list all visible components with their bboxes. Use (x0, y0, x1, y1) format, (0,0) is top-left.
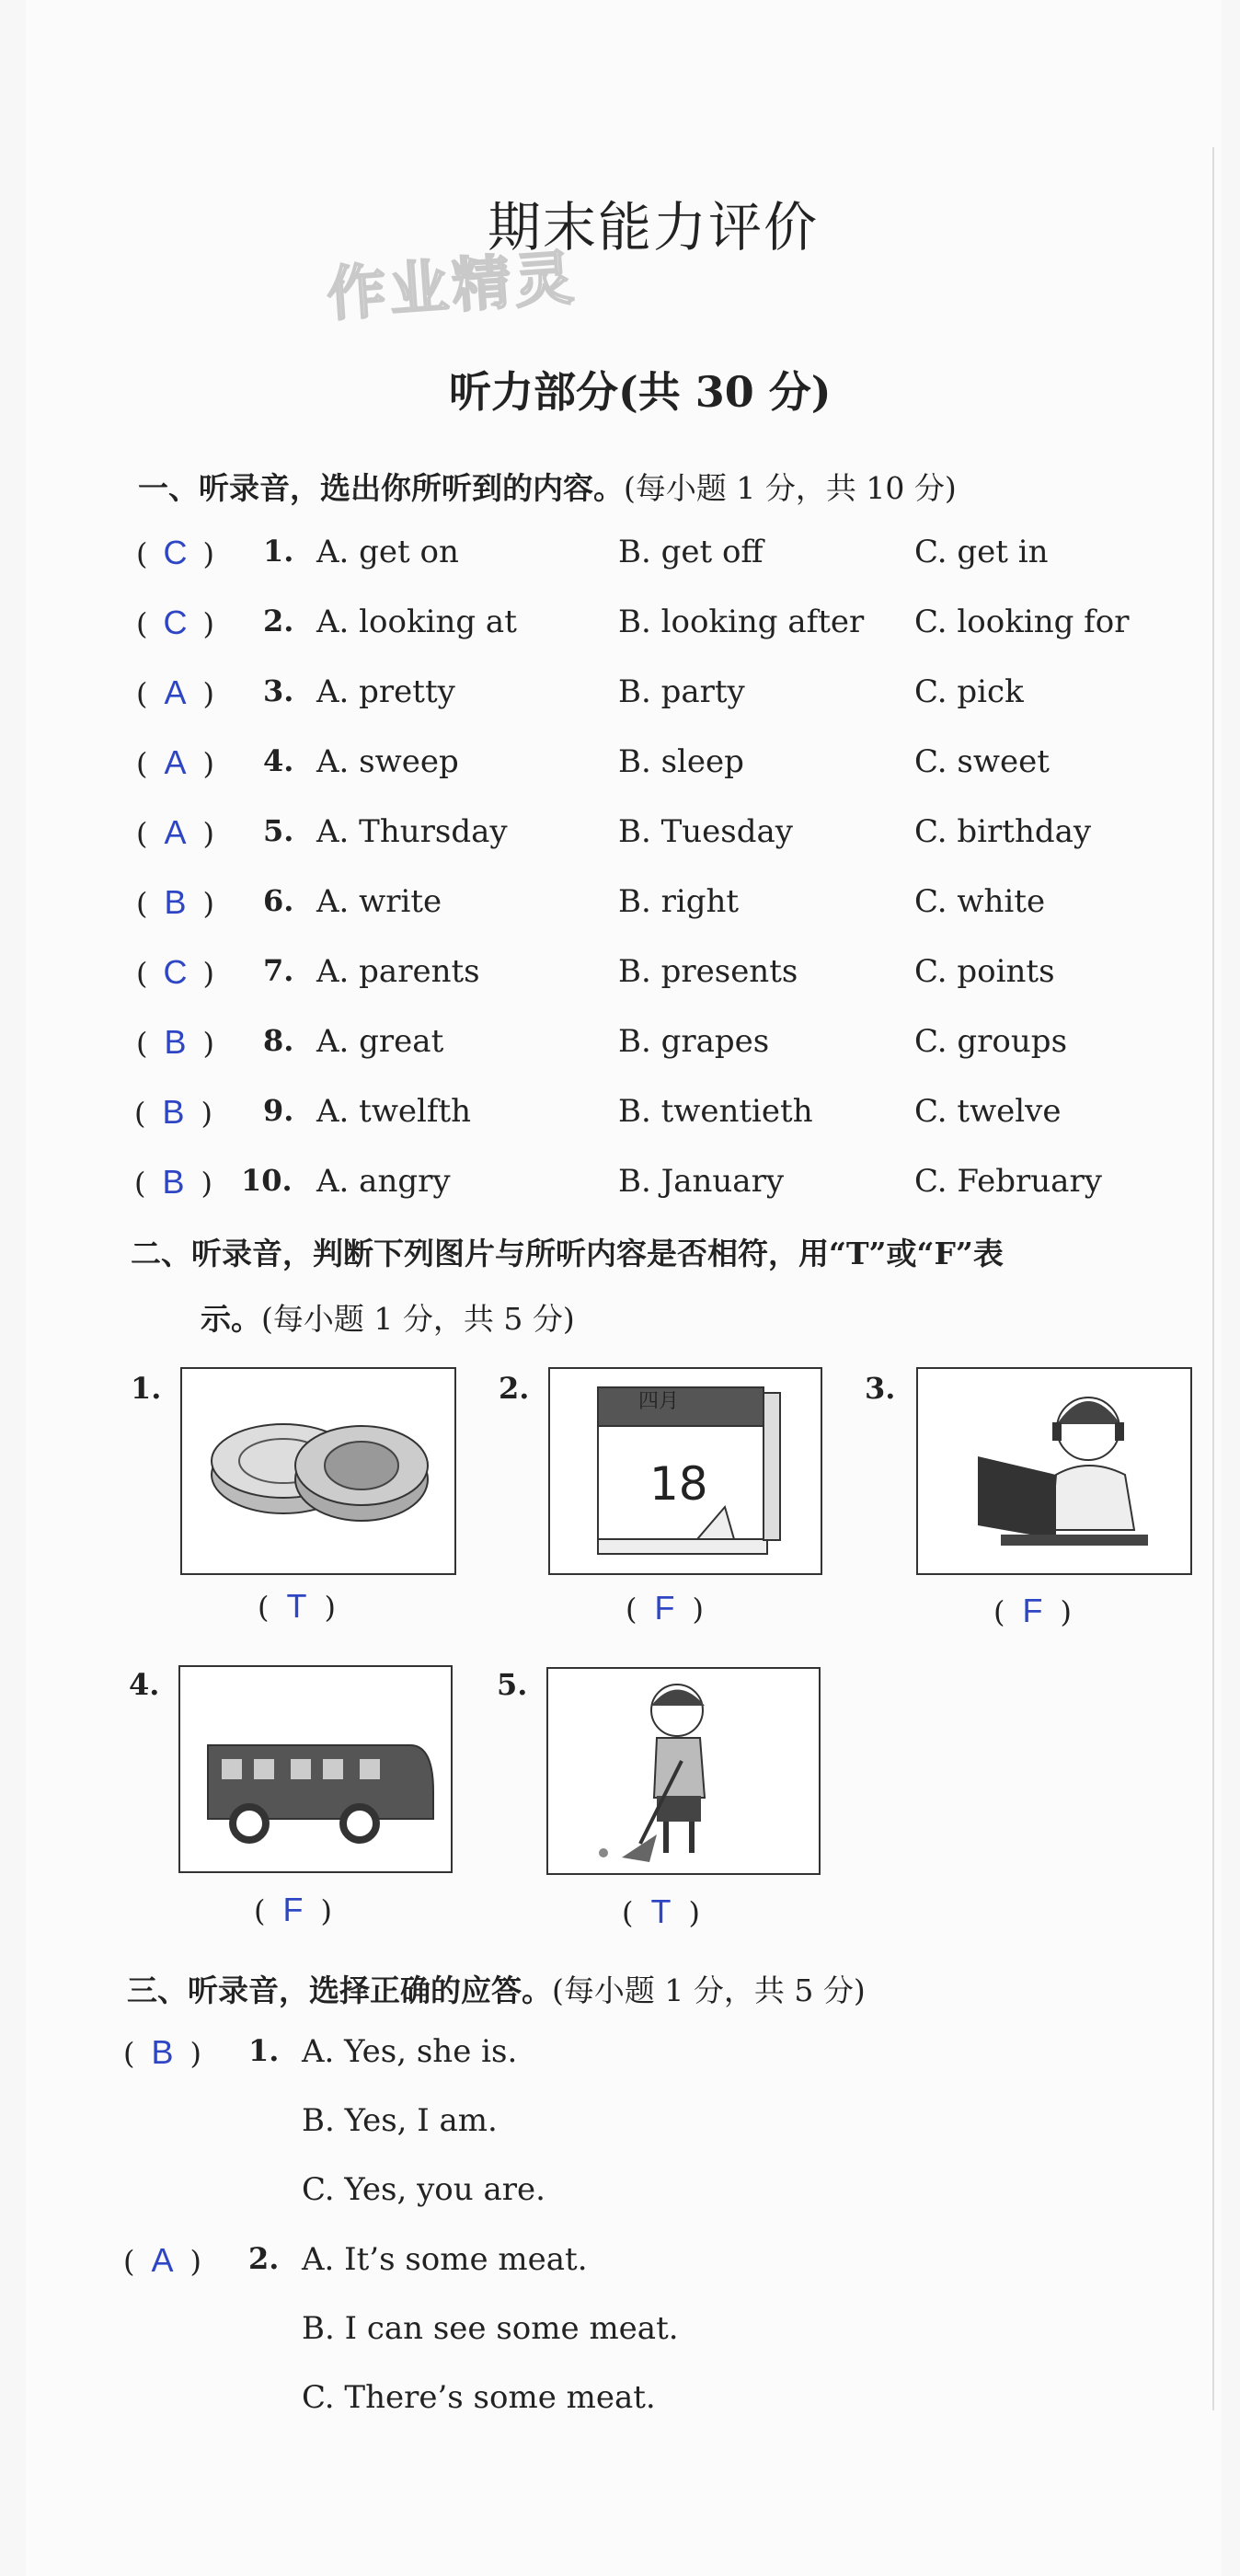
option-b: B. January (618, 1163, 785, 1200)
question-number: 1. (263, 534, 294, 569)
option-b: B. sleep (618, 743, 744, 780)
option-b: B. twentieth (618, 1093, 813, 1130)
option-a: A. write (316, 883, 442, 920)
answer-mark: C (163, 953, 188, 991)
option-b: B. looking after (618, 604, 865, 640)
picture-number: 2. (499, 1371, 530, 1406)
option-a: A. Thursday (316, 813, 508, 850)
answer-mark: F (1022, 1592, 1043, 1629)
answer-blank: ( T ) (258, 1587, 336, 1625)
boy-sweeping-picture (546, 1667, 821, 1875)
question-number: 2. (263, 604, 294, 638)
answer-mark: B (164, 883, 187, 921)
calendar-month: 四月 (638, 1390, 680, 1413)
answer-blank: ( C ) (136, 534, 214, 571)
question-number: 7. (263, 953, 294, 988)
answer-blank: ( B ) (134, 1163, 212, 1201)
answer-blank: ( F ) (993, 1592, 1072, 1629)
question-number: 1. (248, 2033, 280, 2068)
question-number: 3. (263, 673, 294, 708)
bus-picture (178, 1665, 453, 1873)
option-a: A. pretty (316, 673, 455, 710)
option-a: A. great (316, 1023, 444, 1060)
option-a: A. angry (316, 1163, 451, 1200)
picture-number: 1. (131, 1371, 162, 1406)
answer-mark: A (164, 743, 187, 781)
answer-mark: B (162, 1163, 185, 1201)
answer-mark: A (164, 813, 187, 851)
question-number: 10. (241, 1163, 293, 1198)
answer-mark: C (163, 534, 188, 571)
answer-blank: ( A ) (136, 743, 214, 781)
option-b: B. right (618, 883, 740, 920)
answer-mark: T (650, 1892, 672, 1930)
answer-mark: F (282, 1891, 304, 1928)
mooncakes-picture (180, 1367, 456, 1575)
bus-icon (180, 1667, 451, 1871)
question-number: 4. (263, 743, 294, 778)
option-a: A. looking at (316, 604, 517, 640)
picture-number: 3. (865, 1371, 896, 1406)
option-b: B. party (618, 673, 745, 710)
answer-mark: B (164, 1023, 187, 1061)
option-c: C. twelve (914, 1093, 1062, 1130)
answer-blank: ( B ) (123, 2033, 201, 2071)
question-number: 6. (263, 883, 294, 918)
option-c: C. get in (914, 534, 1049, 570)
answer-blank: ( A ) (123, 2241, 201, 2279)
question-number: 5. (263, 813, 294, 848)
section3-heading (127, 1967, 866, 2010)
calendar-picture (548, 1367, 822, 1575)
question-number: 9. (263, 1093, 294, 1128)
option-c: C. February (914, 1163, 1102, 1200)
page-title: 期末能力评价 (488, 196, 820, 259)
answer-mark: C (163, 604, 188, 641)
answer-blank: ( A ) (136, 813, 214, 851)
section2-note: (每小题 1 分，共 5 分) (261, 1301, 575, 1337)
section1-heading (138, 465, 957, 508)
answer-blank: ( F ) (254, 1891, 332, 1928)
option-b: B. get off (618, 534, 764, 570)
option-a: A. It’s some meat. (302, 2241, 588, 2278)
option-c: C. white (914, 883, 1046, 920)
question-number: 2. (248, 2241, 280, 2276)
option-c: C. Yes, you are. (302, 2171, 545, 2208)
option-b: B. Yes, I am. (302, 2102, 498, 2139)
section-title: 听力部分(共 30 分) (449, 367, 832, 417)
picture-number: 4. (129, 1667, 160, 1702)
watermark: 作业精灵 (325, 244, 580, 330)
section3-heading-text: 三、听录音，选择正确的应答。 (127, 1972, 552, 2008)
section1-note: (每小题 1 分，共 10 分) (624, 470, 957, 506)
page-edge-line (1212, 147, 1214, 2410)
answer-mark: F (654, 1589, 675, 1627)
answer-mark: B (151, 2033, 174, 2071)
option-c: C. sweet (914, 743, 1050, 780)
option-c: C. points (914, 953, 1055, 990)
answer-mark: A (164, 673, 187, 711)
option-b: B. grapes (618, 1023, 770, 1060)
option-c: C. There’s some meat. (302, 2379, 656, 2416)
boy-sweeping-icon (548, 1669, 819, 1873)
boy-computer-icon (918, 1369, 1190, 1573)
option-c: C. groups (914, 1023, 1068, 1060)
option-c: C. birthday (914, 813, 1092, 850)
section3-note: (每小题 1 分，共 5 分) (552, 1972, 866, 2008)
answer-mark: B (162, 1093, 185, 1131)
section2-heading-text: 示。 (201, 1301, 261, 1337)
section1-heading-text: 一、听录音，选出你所听到的内容。 (138, 470, 624, 506)
answer-blank: ( B ) (134, 1093, 212, 1131)
option-b: B. presents (618, 953, 798, 990)
answer-blank: ( B ) (136, 883, 214, 921)
answer-mark: T (286, 1587, 307, 1625)
option-a: A. get on (316, 534, 459, 570)
mooncakes-icon (182, 1369, 454, 1573)
option-c: C. looking for (914, 604, 1130, 640)
option-a: A. Yes, she is. (302, 2033, 518, 2070)
question-number: 8. (263, 1023, 294, 1058)
picture-number: 5. (497, 1667, 528, 1702)
answer-blank: ( C ) (136, 604, 214, 641)
answer-blank: ( F ) (626, 1589, 704, 1627)
option-a: A. parents (316, 953, 480, 990)
calendar-day: 18 (649, 1457, 708, 1511)
option-c: C. pick (914, 673, 1024, 710)
option-b: B. Tuesday (618, 813, 793, 850)
option-b: B. I can see some meat. (302, 2310, 679, 2347)
section2-heading-line2 (201, 1295, 575, 1339)
answer-blank: ( B ) (136, 1023, 214, 1061)
option-a: A. sweep (316, 743, 459, 780)
option-a: A. twelfth (316, 1093, 472, 1130)
boy-at-computer-picture (916, 1367, 1192, 1575)
section2-heading-line1: 二、听录音，判断下列图片与所听内容是否相符，用“T”或“F”表 (131, 1236, 1004, 1271)
answer-mark: A (151, 2241, 174, 2279)
answer-blank: ( C ) (136, 953, 214, 991)
answer-blank: ( T ) (622, 1892, 700, 1930)
answer-blank: ( A ) (136, 673, 214, 711)
